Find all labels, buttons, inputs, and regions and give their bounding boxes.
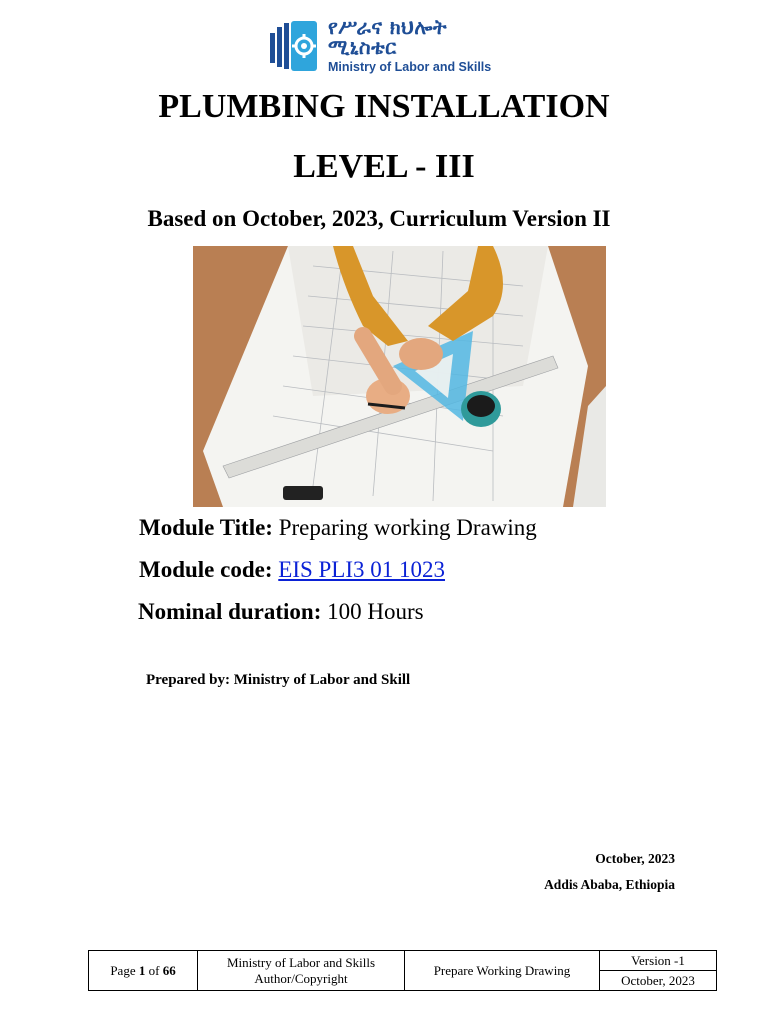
ministry-emblem-icon — [268, 15, 324, 75]
module-code-label: Module code: — [139, 557, 273, 582]
footer-org-line2: Author/Copyright — [254, 970, 348, 986]
publication-place: Addis Ababa, Ethiopia — [544, 877, 675, 892]
module-code-line — [139, 557, 445, 583]
footer-version: Version -1 — [600, 951, 717, 971]
nominal-duration-label: Nominal duration: — [138, 599, 322, 624]
nominal-duration-line — [138, 599, 424, 625]
module-code-link[interactable]: EIS PLI3 01 1023 — [278, 557, 446, 582]
cover-photo-drafting — [193, 246, 606, 507]
footer-page-number — [89, 951, 198, 991]
page-footer-table — [88, 950, 717, 991]
footer-org-line1: Ministry of Labor and Skills — [226, 954, 376, 970]
document-level: LEVEL - III — [293, 148, 475, 185]
logo-english-text: Ministry of Labor and Skills — [328, 59, 492, 74]
footer-page-current: 1 — [138, 962, 146, 978]
footer-module-name: Prepare Working Drawing — [405, 951, 600, 991]
footer-organization — [198, 951, 405, 991]
footer-page-of: of — [145, 962, 163, 978]
publication-date: October, 2023 — [595, 851, 675, 866]
module-title-value: Preparing working Drawing — [278, 515, 537, 540]
module-title-label: Module Title: — [139, 515, 273, 540]
document-title: PLUMBING INSTALLATION — [158, 88, 610, 125]
prepared-by: Prepared by: Ministry of Labor and Skill — [146, 672, 411, 688]
footer-date: October, 2023 — [600, 971, 717, 991]
module-title-line — [139, 515, 537, 541]
ministry-logo — [268, 12, 508, 78]
document-subtitle: Based on October, 2023, Curriculum Version II — [147, 206, 611, 231]
footer-page-prefix: Page — [110, 962, 139, 978]
nominal-duration-value: 100 Hours — [327, 599, 424, 624]
logo-amharic-text: የሥራና ክህሎት ሚኒስቴር — [328, 14, 447, 59]
footer-page-total: 66 — [162, 962, 176, 978]
